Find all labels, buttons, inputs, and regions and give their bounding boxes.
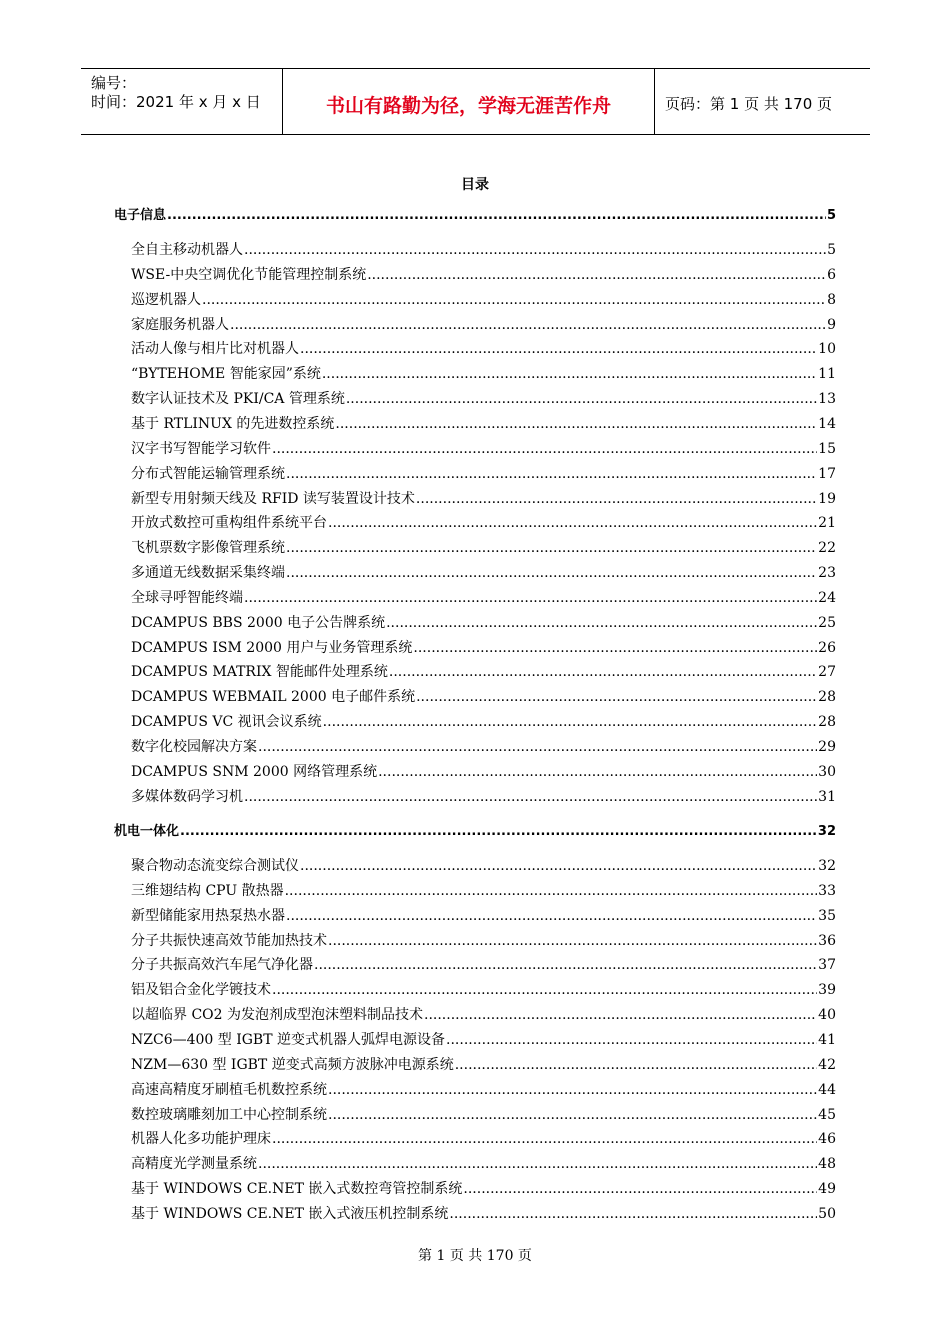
toc-item-page-number: 14	[818, 415, 836, 432]
toc-item-label: 新型专用射频天线及 RFID 读写装置设计技术	[131, 490, 415, 507]
toc-item-label: NZM—630 型 IGBT 逆变式高频方波脉冲电源系统	[131, 1056, 454, 1073]
toc-item[interactable]	[131, 439, 836, 459]
toc-item[interactable]	[131, 980, 836, 1000]
toc-item-page-number: 31	[818, 788, 836, 805]
toc-item[interactable]	[131, 662, 836, 682]
toc-item-label: 高速高精度牙刷植毛机数控系统	[131, 1081, 327, 1098]
toc-item-label: 数控玻璃雕刻加工中心控制系统	[131, 1106, 327, 1123]
toc-item-label: 活动人像与相片比对机器人	[131, 341, 299, 358]
toc-item-page-number: 23	[818, 565, 836, 582]
toc-item[interactable]	[131, 1005, 836, 1025]
dot-leader	[202, 290, 826, 310]
dot-leader	[323, 712, 818, 732]
toc-item-label: DCAMPUS WEBMAIL 2000 电子邮件系统	[131, 689, 416, 706]
toc-section[interactable]	[114, 822, 836, 842]
document-number-label: 编号：	[91, 74, 137, 92]
toc-item-label: 分子共振快速高效节能加热技术	[131, 932, 327, 949]
toc-item-label: 全球寻呼智能终端	[131, 589, 243, 606]
toc-section-page-number: 5	[826, 208, 836, 223]
toc-item-label: DCAMPUS BBS 2000 电子公告牌系统	[131, 614, 386, 631]
toc-item[interactable]	[131, 712, 836, 732]
dot-leader	[244, 240, 826, 260]
dot-leader	[378, 762, 817, 782]
toc-item[interactable]	[131, 290, 836, 310]
toc-item[interactable]	[131, 613, 836, 633]
toc-item[interactable]	[131, 737, 836, 757]
toc-item-label: 聚合物动态流变综合测试仪	[131, 858, 299, 874]
dot-leader	[300, 339, 817, 359]
dot-leader	[244, 588, 817, 608]
toc-item-page-number: 49	[818, 1181, 836, 1198]
toc-item-page-number: 25	[818, 614, 836, 631]
toc-item-label: 飞机票数字影像管理系统	[131, 540, 285, 557]
toc-item-page-number: 44	[818, 1081, 836, 1098]
dot-leader	[413, 638, 817, 658]
toc-item-page-number: 37	[818, 957, 836, 974]
toc-item[interactable]	[131, 1129, 836, 1149]
dot-leader	[328, 1080, 817, 1100]
toc-item-label: 开放式数控可重构组件系统平台	[131, 515, 327, 532]
dot-leader	[258, 1154, 817, 1174]
toc-item-page-number: 32	[818, 858, 836, 874]
toc-item-page-number: 17	[818, 465, 836, 482]
dot-leader	[335, 414, 817, 434]
header-meta-cell	[81, 69, 283, 134]
toc-item-page-number: 28	[818, 689, 836, 706]
toc-item-label: 基于 WINDOWS CE.NET 嵌入式数控弯管控制系统	[131, 1181, 463, 1198]
toc-item-label: WSE-中央空调优化节能管理控制系统	[131, 266, 367, 283]
dot-leader	[446, 1030, 817, 1050]
toc-item-page-number: 13	[818, 391, 836, 408]
toc-item-page-number: 35	[818, 907, 836, 924]
toc-item-page-number: 39	[818, 982, 836, 999]
dot-leader	[455, 1055, 817, 1075]
dot-leader	[416, 489, 817, 509]
header-page-cell	[655, 69, 870, 134]
toc-item[interactable]	[131, 489, 836, 509]
toc-item-label: 高精度光学测量系统	[131, 1156, 257, 1173]
dot-leader	[386, 613, 817, 633]
toc-item[interactable]	[131, 955, 836, 975]
dot-leader	[244, 787, 817, 807]
dot-leader	[463, 1179, 817, 1199]
toc-item[interactable]	[131, 1055, 836, 1075]
toc-item-page-number: 24	[818, 589, 836, 606]
toc-item-page-number: 10	[818, 341, 836, 358]
toc-item-label: DCAMPUS SNM 2000 网络管理系统	[131, 763, 378, 780]
toc-item-page-number: 15	[818, 440, 836, 457]
dot-leader	[272, 1129, 817, 1149]
toc-item-label: 以超临界 CO2 为发泡剂成型泡沫塑料制品技术	[131, 1007, 423, 1024]
dot-leader	[258, 737, 817, 757]
toc-item[interactable]	[131, 1204, 836, 1224]
toc-item[interactable]	[131, 881, 836, 901]
toc-item-label: 家庭服务机器人	[131, 316, 229, 333]
toc-item-label: 铝及铝合金化学镀技术	[131, 982, 271, 999]
toc-item-label: NZC6—400 型 IGBT 逆变式机器人弧焊电源设备	[131, 1031, 446, 1048]
toc-item[interactable]	[131, 513, 836, 533]
dot-leader	[286, 563, 817, 583]
toc-item-page-number: 9	[827, 316, 836, 333]
toc-item-page-number: 45	[818, 1106, 836, 1123]
dot-leader	[272, 439, 817, 459]
toc-item[interactable]	[131, 339, 836, 359]
toc-item-label: 多媒体数码学习机	[131, 788, 243, 805]
toc-item[interactable]	[131, 538, 836, 558]
page-footer: 第 1 页 共 170 页	[418, 1248, 532, 1264]
dot-leader	[286, 538, 817, 558]
toc-item[interactable]	[131, 638, 836, 658]
toc-item-page-number: 50	[818, 1205, 836, 1222]
dot-leader	[449, 1204, 817, 1224]
toc-item-page-number: 8	[827, 291, 836, 308]
dot-leader	[300, 856, 817, 876]
toc-item[interactable]	[131, 1179, 836, 1199]
toc-item-page-number: 5	[827, 242, 836, 258]
toc-item[interactable]	[131, 588, 836, 608]
toc-item-page-number: 46	[818, 1131, 836, 1148]
toc-item-label: 基于 RTLINUX 的先进数控系统	[131, 415, 335, 432]
header-motto: 书山有路勤为径，学海无涯苦作舟	[325, 95, 611, 117]
toc-item[interactable]	[131, 931, 836, 951]
toc-item-page-number: 48	[818, 1156, 836, 1173]
document-time-label: 时间：2021 年 x 月 x 日	[91, 93, 261, 111]
toc-item-page-number: 30	[818, 763, 836, 780]
toc-item[interactable]	[131, 856, 836, 876]
toc-item-page-number: 6	[827, 266, 836, 283]
toc-section-page-number: 32	[817, 824, 836, 839]
toc-item-page-number: 22	[818, 540, 836, 557]
toc-item-label: 基于 WINDOWS CE.NET 嵌入式液压机控制系统	[131, 1205, 449, 1222]
toc-item[interactable]	[131, 563, 836, 583]
toc-item-label: 分子共振高效汽车尾气净化器	[131, 957, 313, 974]
toc-item[interactable]	[131, 687, 836, 707]
toc-section-label: 机电一体化	[114, 824, 180, 839]
toc-item-page-number: 19	[818, 490, 836, 507]
toc-item[interactable]	[131, 787, 836, 807]
dot-leader	[328, 931, 817, 951]
toc-item-label: 全自主移动机器人	[131, 242, 243, 258]
dot-leader	[180, 822, 817, 842]
toc-item[interactable]	[131, 414, 836, 434]
toc-item-label: 汉字书写智能学习软件	[131, 440, 271, 457]
toc-item[interactable]	[131, 1030, 836, 1050]
toc-item[interactable]	[131, 762, 836, 782]
toc-item-page-number: 36	[818, 932, 836, 949]
toc-item[interactable]	[131, 364, 836, 384]
page-header	[81, 68, 870, 135]
header-motto-cell	[283, 69, 655, 134]
dot-leader	[285, 881, 818, 901]
toc-item[interactable]	[131, 315, 836, 335]
toc-item-page-number: 29	[818, 739, 836, 755]
toc-item-label: 三维翅结构 CPU 散热器	[131, 882, 284, 899]
toc-item[interactable]	[131, 265, 836, 285]
toc-item[interactable]	[131, 906, 836, 926]
dot-leader	[286, 464, 817, 484]
toc-item-page-number: 40	[818, 1007, 836, 1024]
toc-item-label: 新型储能家用热泵热水器	[131, 907, 285, 924]
toc-item-page-number: 41	[818, 1031, 836, 1048]
toc-item[interactable]	[131, 1154, 836, 1174]
dot-leader	[230, 315, 826, 335]
toc-item-label: 机器人化多功能护理床	[131, 1131, 271, 1148]
toc-item-label: DCAMPUS VC 视讯会议系统	[131, 714, 322, 731]
toc-item-label: 分布式智能运输管理系统	[131, 465, 285, 482]
dot-leader	[314, 955, 817, 975]
dot-leader	[389, 662, 817, 682]
toc-item-page-number: 27	[818, 664, 836, 681]
toc-item[interactable]	[131, 389, 836, 409]
dot-leader	[272, 980, 817, 1000]
toc-item[interactable]	[131, 1080, 836, 1100]
toc-item-label: DCAMPUS ISM 2000 用户与业务管理系统	[131, 639, 413, 656]
toc-item-page-number: 26	[818, 639, 836, 656]
toc-item-label: 数字化校园解决方案	[131, 739, 257, 755]
toc-item-label: 数字认证技术及 PKI/CA 管理系统	[131, 391, 345, 408]
dot-leader	[322, 364, 817, 384]
dot-leader	[286, 906, 817, 926]
dot-leader	[424, 1005, 817, 1025]
dot-leader	[328, 513, 817, 533]
toc-item-page-number: 33	[818, 882, 836, 899]
toc-item-page-number: 11	[818, 366, 836, 383]
toc-item-label: 巡逻机器人	[131, 291, 201, 308]
toc-item-label: 多通道无线数据采集终端	[131, 565, 285, 582]
dot-leader	[328, 1105, 817, 1125]
toc-section-label: 电子信息	[114, 208, 167, 223]
toc-item[interactable]	[131, 1105, 836, 1125]
toc-item-page-number: 42	[818, 1056, 836, 1073]
toc-title: 目录	[461, 177, 489, 193]
toc-item-page-number: 28	[818, 714, 836, 731]
toc-item[interactable]	[131, 464, 836, 484]
header-page-info: 页码：第 1 页 共 170 页	[665, 95, 833, 113]
dot-leader	[167, 206, 826, 226]
dot-leader	[346, 389, 817, 409]
toc-item-label: “BYTEHOME 智能家园”系统	[131, 366, 321, 383]
toc-section[interactable]	[114, 206, 836, 226]
dot-leader	[416, 687, 817, 707]
dot-leader	[367, 265, 826, 285]
toc-item-page-number: 21	[818, 515, 836, 532]
toc-item-label: DCAMPUS MATRIX 智能邮件处理系统	[131, 664, 388, 681]
toc-item[interactable]	[131, 240, 836, 260]
